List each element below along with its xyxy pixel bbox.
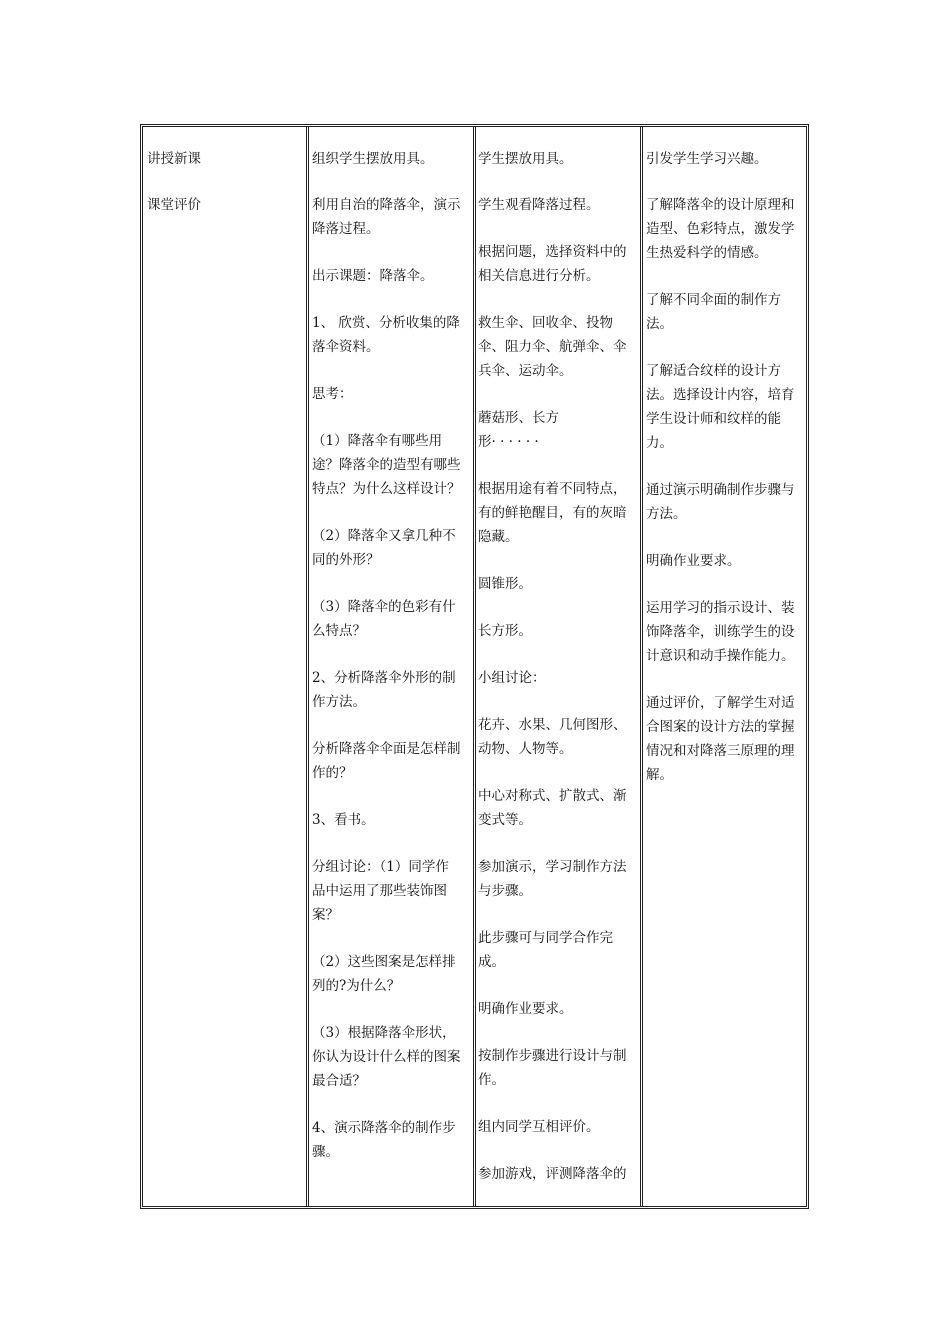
teacher-text: （3）根据降落伞形状， 你认为设计什么样的图案 最合适？ [312,1025,461,1089]
teacher-text: （2）降落伞又拿几种不 同的外形？ [312,528,456,568]
lesson-table [140,124,809,1209]
column-divider [306,127,309,1206]
stage-text: 讲授新课 [147,151,201,167]
student-text: 学生摆放用具。 [478,151,573,167]
intent-text: 了解适合纹样的设计方 法。选择设计内容，培育 学生设计师和纹样的能 力。 [646,363,795,451]
student-text: 参加游戏，评测降落伞的 [478,1166,627,1182]
teacher-text: 利用自治的降落伞，演示 降落过程。 [312,197,461,237]
stage-column [147,147,307,240]
student-text: 按制作步骤进行设计与制 作。 [478,1048,627,1088]
student-text: 中心对称式、扩散式、渐 变式等。 [478,788,627,828]
intent-text: 了解不同伞面的制作方 法。 [646,292,781,332]
design-intent-column [646,147,806,810]
student-text: 蘑菇形、长方 形· · · · · · [478,410,559,450]
student-text: 根据问题，选择资料中的 相关信息进行分析。 [478,244,627,284]
student-text: 根据用途有着不同特点， 有的鲜艳醒目，有的灰暗 隐藏。 [478,481,627,545]
intent-text: 明确作业要求。 [646,553,741,569]
student-text: 此步骤可与同学合作完 成。 [478,930,613,970]
student-text: 明确作业要求。 [478,1001,573,1017]
intent-text: 通过评价，了解学生对适 合图案的设计方法的掌握 情况和对降落三原理的理 解。 [646,695,795,783]
teacher-text: 分析降落伞伞面是怎样制 作的？ [312,741,461,781]
stage-text: 课堂评价 [147,197,201,213]
teacher-text: 组织学生摆放用具。 [312,151,434,167]
teacher-text: 思考： [312,386,353,402]
teacher-text: （3）降落伞的色彩有什 么特点？ [312,599,456,639]
teacher-text: 1、 欣赏、分析收集的降 落伞资料。 [312,315,460,355]
student-text: 学生观看降落过程。 [478,197,600,213]
student-activity-column [478,147,642,1209]
teacher-text: （1）降落伞有哪些用 途？降落伞的造型有哪些 特点？为什么这样设计？ [312,433,461,497]
column-divider [473,127,476,1206]
student-text: 花卉、水果、几何图形、 动物、人物等。 [478,717,627,757]
student-text: 圆锥形。 [478,576,532,592]
teacher-text: 4、演示降落伞的制作步 骤。 [312,1120,456,1160]
student-text: 组内同学互相评价。 [478,1119,600,1135]
teacher-text: 2、分析降落伞外形的制 作方法。 [312,670,456,710]
intent-text: 运用学习的指示设计、装 饰降落伞，训练学生的设 计意识和动手操作能力。 [646,600,795,664]
teacher-text: 分组讨论：（1）同学作 品中运用了那些装饰图 案？ [312,859,449,923]
student-text: 参加演示，学习制作方法 与步骤。 [478,859,627,899]
intent-text: 引发学生学习兴趣。 [646,151,768,167]
teacher-text: 3、看书。 [312,812,375,828]
student-text: 小组讨论： [478,670,546,686]
teacher-text: （2）这些图案是怎样排 列的?为什么？ [312,954,456,994]
student-text: 长方形。 [478,623,532,639]
student-text: 救生伞、回收伞、投物 伞、阻力伞、航弹伞、伞 兵伞、运动伞。 [478,315,627,379]
teacher-text: 出示课题：降落伞。 [312,268,434,284]
teacher-activity-column [312,147,472,1187]
intent-text: 通过演示明确制作步骤与 方法。 [646,482,795,522]
intent-text: 了解降落伞的设计原理和 造型、色彩特点，激发学 生热爱科学的情感。 [646,197,795,261]
